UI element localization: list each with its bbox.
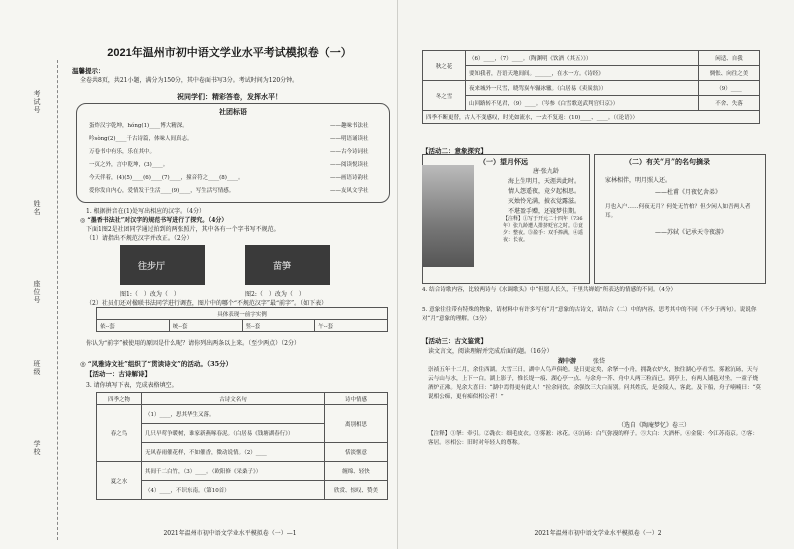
notice-heading: 温馨提示： [72,67,105,75]
moon-painting [422,165,474,267]
board-title: 社团标语 [219,107,247,116]
club-name: ——古今诗词社 [330,149,369,155]
question-2-3: 你认为“前字”被使用的原因是什么呢？请你列出两条以上来。（至少两点）（2分） [86,340,300,347]
question-2-2: （2）社员们还对楹联书法同学进行调查，图片中的哪个“不规范汉字”最“前字”。（如下表） [86,300,328,307]
emotion-cell: 离别相思 [325,405,388,443]
quotes-title: （二）有关“月”的名句摘录 [625,157,711,166]
question-2-sub: （1）请指出不规范汉字并改正。（2分） [86,235,193,242]
essay-title: 湖中游 [558,358,577,365]
emotion-cell: （9）____ [699,81,760,96]
verse-cell: 无风春雨催花样，不如催香，微动说情。（2）____ [142,443,325,462]
closing-row: 四季不断更替，古人不变感叹，时光如流水，一去不复返：(10)____、____。（《论语》） [423,111,760,124]
essay-body: 崇祯五年十二月，余住西湖。大雪三日，湖中人鸟声俱绝。是日更定矣，余拏一小舟，拥毳衣炉火，独往湖心亭看雪。雾凇沆砀，天与云与山与水，上下一白。湖上影子，惟长堤一痕、湖心亭一点、与余舟一芥、舟中人两三粒而已。到亭上，有两人铺毡对坐，一童子烧酒炉正沸。见余大喜曰：“湖中焉得更有此人！”拉余同饮。余强饮三大白而别。问其姓氏，是金陵人，客此。及下船，舟子喃喃曰：“莫说相公痴，更有痴似相公者！” [428,367,762,400]
verse-cell: 夜来城外一尺雪，晓驾炭车辗冰辙。（白居易《卖炭翁》） [466,81,699,96]
poem-line: 不堪盈手赠，还寝梦佳期。 [508,208,581,215]
essay-source: （选自《陶庵梦忆》卷三） [618,422,691,429]
survey-cell: 午--套 [315,320,388,332]
table-header: 四季之物 [97,393,142,405]
left-footer: 2021年温州市初中语文学业水平模拟卷（一）—1 [163,530,297,537]
emotion-cell: 欣赏、惊叹、赞美 [325,481,388,500]
verse-cell: （6）____，（7）____。（陶渊明《饮酒（其五）》） [466,51,699,66]
verse-cell: （4）____，不识东南。（第10首） [142,481,325,500]
photo-1-caption: 图1:（ ）改为（ ） [120,291,180,298]
quote-line: 家林相伴，明月照人还。 [605,177,672,184]
name-label: 姓名 [33,200,41,216]
page-title: 2021年温州市初中语文学业水平考试模拟卷（一） [107,47,352,59]
slogan-line: 一页之外，言中乾坤，(3)____。 [89,162,169,168]
table-header: 诗中情感 [325,393,388,405]
slogan-line: 蛋炸汉字乾坤，hóng(1)____博大精深。 [89,123,188,129]
emotion-cell: 惆怅、向往之美 [699,66,760,81]
right-page [397,0,794,549]
verse-cell: 山回路转不见君，（9）____。（岑参《白雪歌送武判官归京》） [466,96,699,111]
class-label: 班级 [33,360,41,376]
slogan-line: 爱你发自内心，爱情发于生活____(9)____，写生活写情感。 [89,188,235,194]
question-2-heading: ◎ “墨香书法社”对汉字的规范书写进行了探究。（4分） [80,217,228,224]
moon-quotes-box [594,154,766,284]
club-name: ——友风文学社 [330,188,369,194]
club-name: ——画语诗韵社 [330,175,369,181]
verse-cell: 其间千二白竹，（3）____。（欧阳修《采桑子》） [142,462,325,481]
poetry-table-continued [422,50,760,124]
slogan-line: 万卷书中有乐，乐在其中。 [89,149,156,155]
photo-2-caption: 图2:（ ）改为（ ） [245,291,305,298]
poem-line: 海上生明月，天涯共此时。 [508,178,581,185]
motto: 祝同学们：精彩答卷，发挥水平！ [177,92,282,101]
section-2-heading: ◎ “风雅诗文社”组织了“贯读诗文”的活动。（35分） [80,360,233,368]
question-2-text: 下面1图2是社团同学通过拍到的两张照片，其中各有一个字书写不规范。 [86,226,280,233]
photo-1 [120,245,205,285]
survey-table [96,307,388,332]
table-header: 古诗文名句 [142,393,325,405]
club-name: ——阅读悦读社 [330,162,369,168]
quote-source: ——杜甫《月夜忆舍弟》 [655,189,722,196]
right-footer: 2021年温州市初中语文学业水平模拟卷（一）2 [534,530,662,537]
photo-2 [245,245,330,285]
slogan-line: 今天伴着，(4)(5)____(6)____(7)____，撞音符之____(8)____。 [89,175,244,181]
poem-note: 【注释】①写于开元二十四年（736年）张九龄遭人排挤贬官之时。②竟夕：整夜。③盈手：双手捧满，④遥夜：长夜。 [503,216,584,243]
club-name: ——明语诵读社 [330,136,369,142]
poem-line: 情人怨遥夜，竟夕起相思。 [508,188,581,195]
binding-sidebar [0,60,60,540]
exam-number-label: 考试号 [33,90,41,114]
season-cell: 秋之花 [423,51,466,81]
poetry-table [96,392,388,500]
notice-text: 全卷共8页，共21小题，满分为150分，其中卷面书写3分。考试时间为120分钟。 [80,77,299,84]
activity-1-heading: 【活动一：古诗解诗】 [86,370,151,378]
season-cell: 冬之雪 [423,81,466,111]
survey-cell: 竖--套 [242,320,315,332]
verse-cell: 几只早莺争暖树，谁家新燕啄春泥。（白居易《钱塘湖春行》） [142,424,325,443]
club-name: ——趣味书法社 [330,123,369,129]
activity-3-heading: 【活动三：古文鉴赏】 [422,337,487,345]
activity-1-question: 3. 请你填写下表，完成表格填空。 [86,382,178,389]
verse-cell: 要知我者，吾语天地间间。______，在水一方。《诗经》 [466,66,699,81]
poem-line: 灭烛怜光满，披衣觉露滋。 [508,198,581,205]
survey-title: 具体表现一前字实例 [97,308,388,320]
seat-label: 座位号 [33,280,41,304]
quote-line: 月也入户……何夜无月？何处无竹柏？但少闲人如吾两人者耳。 [605,204,751,219]
school-label: 学校 [33,440,41,456]
survey-cell: 依--套 [97,320,170,332]
emotion-cell: 缠绵、轻快 [325,462,388,481]
emotion-cell: 闲适、自我 [699,51,760,66]
activity-2-heading: 【活动二：意象探究】 [422,147,487,155]
activity-3-question: 读文言文，阅读理解并完成后面的题。（16分） [428,348,553,355]
essay-notes: 【注释】①拏：牵引。②毳衣：细毛皮衣。③雾凇：冰花。④沆砀：白气弥漫的样子。⑤大白：大酒杯。⑥金陵：今江苏南京。⑦客：客居。⑧相公：旧时对年轻人的尊称。 [428,431,759,446]
season-cell: 春之鸟 [97,405,142,462]
question-5: 5. 意象往往带有特殊的物象，请材料中有许多写有“月”意象的古诗文，请结合（二）中的内容，思考其中的不同（不少于两句）。说说你对“月”意象的理解。（3分） [422,307,757,322]
question-1: 1. 根据拼音在(1)处写出相应的汉字。（4分） [86,208,205,215]
poem-title: （一）望月怀远 [479,157,528,166]
photo-1-text: 往步厅 [138,262,166,272]
season-cell: 夏之水 [97,462,142,500]
question-4: 4. 结合诗歌内容，比较两诗与《水调歌头》中“但愿人长久，千里共婵娟”所表达的情感的不同。（4分） [422,287,677,293]
emotion-cell: 不舍、失落 [699,96,760,111]
quote-source: ——苏轼《记承天寺夜游》 [655,229,728,236]
poem-author: 唐·张九龄 [533,168,559,175]
survey-cell: 统--套 [169,320,242,332]
cut-line [57,60,58,540]
slogan-line: 吟sòng(2)____千古诗篇，体味人间真志。 [89,136,193,142]
club-slogan-board [76,103,390,203]
photo-2-text: 苗笋 [273,262,292,272]
essay-author: 张岱 [593,358,606,365]
emotion-cell: 恬淡惬意 [325,443,388,462]
verse-cell: （1）____，思其华生又落。 [142,405,325,424]
